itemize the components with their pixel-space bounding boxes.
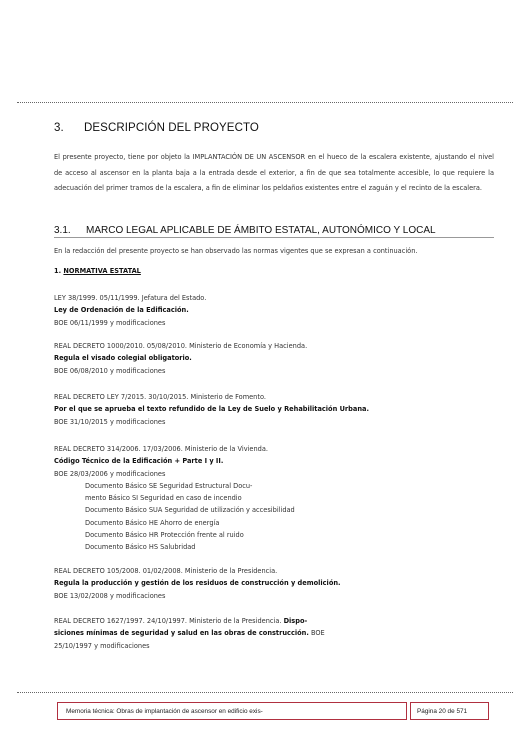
law-boe-inline: BOE (310, 629, 325, 638)
law-boe: BOE 13/02/2008 y modificaciones (54, 591, 166, 600)
law-block-rd1627 (54, 615, 325, 652)
normativa-heading (54, 267, 141, 275)
section-title (54, 122, 259, 134)
law-title-part1: Dispo- (283, 617, 308, 625)
law-title: Regula la producción y gestión de los residuos de construcción y demolición. (54, 579, 341, 588)
header-divider (17, 102, 513, 103)
law-boe: 25/10/1997 y modificaciones (54, 641, 150, 650)
section-intro: El presente proyecto, tiene por objeto la IMPLANTACIÓN DE UN ASCENSOR en el hueco de la escalera existente, ajustando el nivel de acceso al ascensor en la planta baja a la entrada desde el exterior, a fin de que sea totalmente accesible, lo que requiere la adecuación del primer tramos de la escalera, a fin de eliminar los peldaños existentes entre el zaguán y el recinto de la escalera. (54, 153, 494, 193)
law-block-rdley7 (54, 391, 369, 428)
subsection-intro: En la redacción del presente proyecto se han observado las normas vigentes que se expresan a continuación. (54, 247, 418, 255)
law-boe: BOE 06/08/2010 y modificaciones (54, 366, 166, 375)
law-ref: LEY 38/1999. 05/11/1999. Jefatura del Estado. (54, 294, 207, 302)
law-boe: BOE 28/03/2006 y modificaciones (54, 469, 166, 478)
law-boe: BOE 06/11/1999 y modificaciones (54, 318, 166, 327)
law-title: Regula el visado colegial obligatorio. (54, 354, 192, 363)
law-title: Ley de Ordenación de la Edificación. (54, 306, 189, 315)
subsection-title-text: MARCO LEGAL APLICABLE DE ÁMBITO ESTATAL, AUTONÓMICO Y LOCAL (86, 225, 436, 236)
section-title-text: DESCRIPCIÓN DEL PROYECTO (84, 122, 259, 134)
law-ref: REAL DECRETO 314/2006. 17/03/2006. Ministerio de la Vivienda. (54, 445, 268, 453)
law-block-ley38 (54, 292, 206, 329)
normativa-prefix: 1. (54, 267, 62, 275)
law-title: Por el que se aprueba el texto refundido de la Ley de Suelo y Rehabilitación Urbana. (54, 405, 370, 414)
normativa-label: NORMATIVA ESTATAL (63, 267, 141, 275)
law-block-rd314 (54, 443, 295, 554)
law-block-rd105 (54, 565, 341, 602)
doc-item: Documento Básico HE Ahorro de energía (85, 518, 220, 527)
doc-item: Documento Básico HS Salubridad (85, 543, 196, 552)
law-ref: REAL DECRETO LEY 7/2015. 30/10/2015. Ministerio de Fomento. (54, 393, 266, 401)
doc-item: Documento Básico SUA Seguridad de utilización y accesibilidad (85, 506, 295, 515)
doc-item: mento Básico SI Seguridad en caso de incendio (85, 494, 242, 503)
law-block-rd1000 (54, 340, 307, 377)
law-ref: REAL DECRETO 105/2008. 01/02/2008. Ministerio de la Presidencia. (54, 567, 278, 575)
subsection-number: 3.1. (54, 225, 71, 236)
law-title-part2: siciones mínimas de seguridad y salud en las obras de construcción. (54, 629, 309, 638)
footer-document-title: Memoria técnica: Obras de implantación de ascensor en edificio exis- (57, 702, 407, 720)
footer-page-number: Página 20 de 571 (410, 702, 489, 720)
law-boe: BOE 31/10/2015 y modificaciones (54, 417, 166, 426)
law-title: Código Técnico de la Edificación + Parte I y II. (54, 457, 224, 466)
section-number: 3. (54, 122, 64, 134)
footer-divider (17, 692, 513, 693)
doc-item: Documento Básico SE Seguridad Estructural Docu- (85, 481, 253, 490)
doc-item: Documento Básico HR Protección frente al ruido (85, 531, 244, 540)
subsection-title (54, 225, 494, 238)
law-ref: REAL DECRETO 1000/2010. 05/08/2010. Ministerio de Economía y Hacienda. (54, 342, 308, 350)
law-ref: REAL DECRETO 1627/1997. 24/10/1997. Ministerio de la Presidencia. (54, 617, 282, 625)
